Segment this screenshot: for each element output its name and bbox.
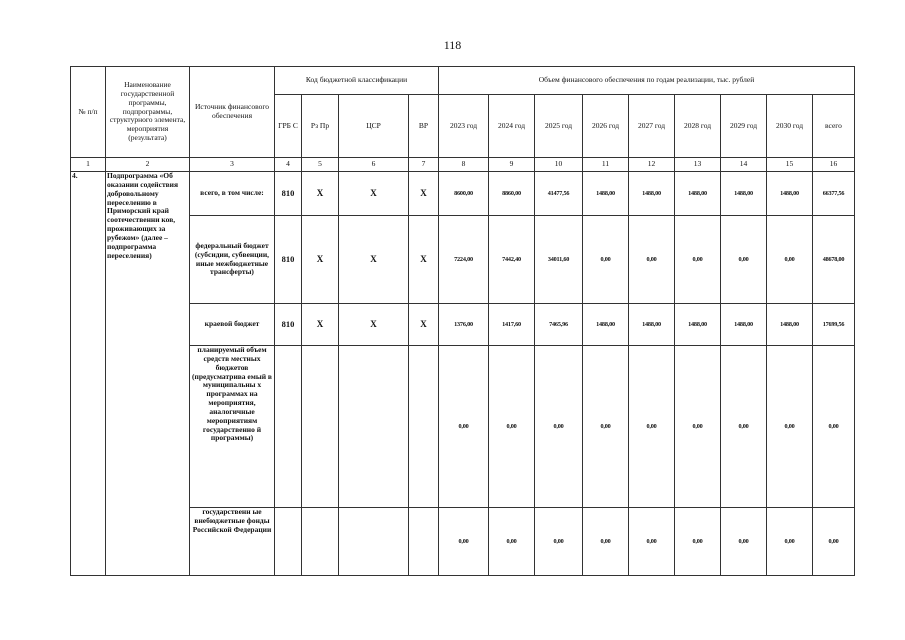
header-csr: ЦСР	[339, 95, 409, 158]
value-cell: 1488,00	[629, 172, 675, 216]
header-year-2027: 2027 год	[629, 95, 675, 158]
column-number: 14	[721, 158, 767, 172]
header-year-2026: 2026 год	[583, 95, 629, 158]
value-cell: 1488,00	[675, 172, 721, 216]
column-number: 7	[409, 158, 439, 172]
header-grbs: ГРБ С	[275, 95, 302, 158]
table-row	[71, 172, 855, 216]
value-cell: 1488,00	[767, 304, 813, 346]
value-cell: 1417,60	[489, 304, 535, 346]
value-cell: 41477,56	[535, 172, 583, 216]
header-year-2030: 2030 год	[767, 95, 813, 158]
value-cell: 0,00	[721, 508, 767, 576]
total-cell: 48678,00	[813, 216, 855, 304]
vr-cell: X	[409, 172, 439, 216]
column-number: 12	[629, 158, 675, 172]
csr-cell	[339, 346, 409, 508]
header-year-2028: 2028 год	[675, 95, 721, 158]
item-name: Подпрограмма «Об оказании содействия добровольному переселению в Приморский край соотечественни ков, проживающих за рубежом» (далее – подпрограмма переселения)	[106, 172, 190, 576]
header-name: Наименование государственной программы, подпрограммы, структурного элемента, мероприятия (результата)	[106, 67, 190, 158]
value-cell: 7224,00	[439, 216, 489, 304]
value-cell: 0,00	[489, 508, 535, 576]
value-cell: 0,00	[439, 346, 489, 508]
rzpr-cell: X	[302, 304, 339, 346]
column-number: 8	[439, 158, 489, 172]
value-cell: 0,00	[583, 346, 629, 508]
column-number: 15	[767, 158, 813, 172]
value-cell: 1488,00	[675, 304, 721, 346]
column-number: 16	[813, 158, 855, 172]
value-cell: 0,00	[535, 508, 583, 576]
header-rzpr: Рз Пр	[302, 95, 339, 158]
csr-cell: X	[339, 172, 409, 216]
total-cell: 66377,56	[813, 172, 855, 216]
source-cell: планируемый объем средств местных бюджетов (предусматрива емый в муниципальны х программах на мероприятия, аналогичные мероприятиям государственно й программы)	[190, 346, 275, 508]
column-number: 6	[339, 158, 409, 172]
value-cell: 0,00	[629, 216, 675, 304]
source-cell: краевой бюджет	[190, 304, 275, 346]
value-cell: 7442,40	[489, 216, 535, 304]
total-cell: 0,00	[813, 508, 855, 576]
rzpr-cell: X	[302, 172, 339, 216]
header-year-2023: 2023 год	[439, 95, 489, 158]
vr-cell: X	[409, 216, 439, 304]
header-volume: Объем финансового обеспечения по годам реализации, тыс. рублей	[439, 67, 855, 95]
value-cell: 1488,00	[721, 304, 767, 346]
header-year-2024: 2024 год	[489, 95, 535, 158]
budget-table	[70, 66, 855, 576]
header-kbk: Код бюджетной классификации	[275, 67, 439, 95]
csr-cell: X	[339, 216, 409, 304]
value-cell: 1376,00	[439, 304, 489, 346]
value-cell: 0,00	[629, 346, 675, 508]
rzpr-cell	[302, 346, 339, 508]
vr-cell	[409, 508, 439, 576]
header-year-2025: 2025 год	[535, 95, 583, 158]
total-cell: 17699,56	[813, 304, 855, 346]
value-cell: 0,00	[675, 346, 721, 508]
value-cell: 1488,00	[583, 172, 629, 216]
value-cell: 0,00	[767, 346, 813, 508]
value-cell: 8860,00	[489, 172, 535, 216]
grbs-cell: 810	[275, 172, 302, 216]
value-cell: 0,00	[535, 346, 583, 508]
grbs-cell: 810	[275, 216, 302, 304]
value-cell: 1488,00	[721, 172, 767, 216]
value-cell: 0,00	[489, 346, 535, 508]
grbs-cell: 810	[275, 304, 302, 346]
value-cell: 0,00	[675, 216, 721, 304]
csr-cell	[339, 508, 409, 576]
value-cell: 0,00	[583, 216, 629, 304]
value-cell: 0,00	[629, 508, 675, 576]
header-no: № п/п	[71, 67, 106, 158]
value-cell: 7465,96	[535, 304, 583, 346]
value-cell: 0,00	[721, 216, 767, 304]
column-number: 3	[190, 158, 275, 172]
value-cell: 0,00	[721, 346, 767, 508]
grbs-cell	[275, 346, 302, 508]
grbs-cell	[275, 508, 302, 576]
value-cell: 0,00	[675, 508, 721, 576]
header-vr: ВР	[409, 95, 439, 158]
rzpr-cell: X	[302, 216, 339, 304]
value-cell: 1488,00	[629, 304, 675, 346]
rzpr-cell	[302, 508, 339, 576]
column-number: 13	[675, 158, 721, 172]
source-cell: федеральный бюджет (субсидии, субвенции, иные межбюджетные трансферты)	[190, 216, 275, 304]
vr-cell	[409, 346, 439, 508]
header-source: Источник финансового обеспечения	[190, 67, 275, 158]
value-cell: 0,00	[583, 508, 629, 576]
value-cell: 1488,00	[583, 304, 629, 346]
header-total: всего	[813, 95, 855, 158]
csr-cell: X	[339, 304, 409, 346]
value-cell: 1488,00	[767, 172, 813, 216]
column-number: 10	[535, 158, 583, 172]
value-cell: 8600,00	[439, 172, 489, 216]
value-cell: 0,00	[767, 508, 813, 576]
source-cell: государственн ые внебюджетные фонды Российской Федерации	[190, 508, 275, 576]
value-cell: 34011,60	[535, 216, 583, 304]
item-number: 4.	[71, 172, 106, 576]
column-number: 11	[583, 158, 629, 172]
value-cell: 0,00	[439, 508, 489, 576]
column-number: 5	[302, 158, 339, 172]
column-number: 2	[106, 158, 190, 172]
column-number: 4	[275, 158, 302, 172]
page-number: 118	[443, 38, 462, 52]
source-cell: всего, в том числе:	[190, 172, 275, 216]
vr-cell: X	[409, 304, 439, 346]
value-cell: 0,00	[767, 216, 813, 304]
column-number: 1	[71, 158, 106, 172]
column-number: 9	[489, 158, 535, 172]
total-cell: 0,00	[813, 346, 855, 508]
header-year-2029: 2029 год	[721, 95, 767, 158]
